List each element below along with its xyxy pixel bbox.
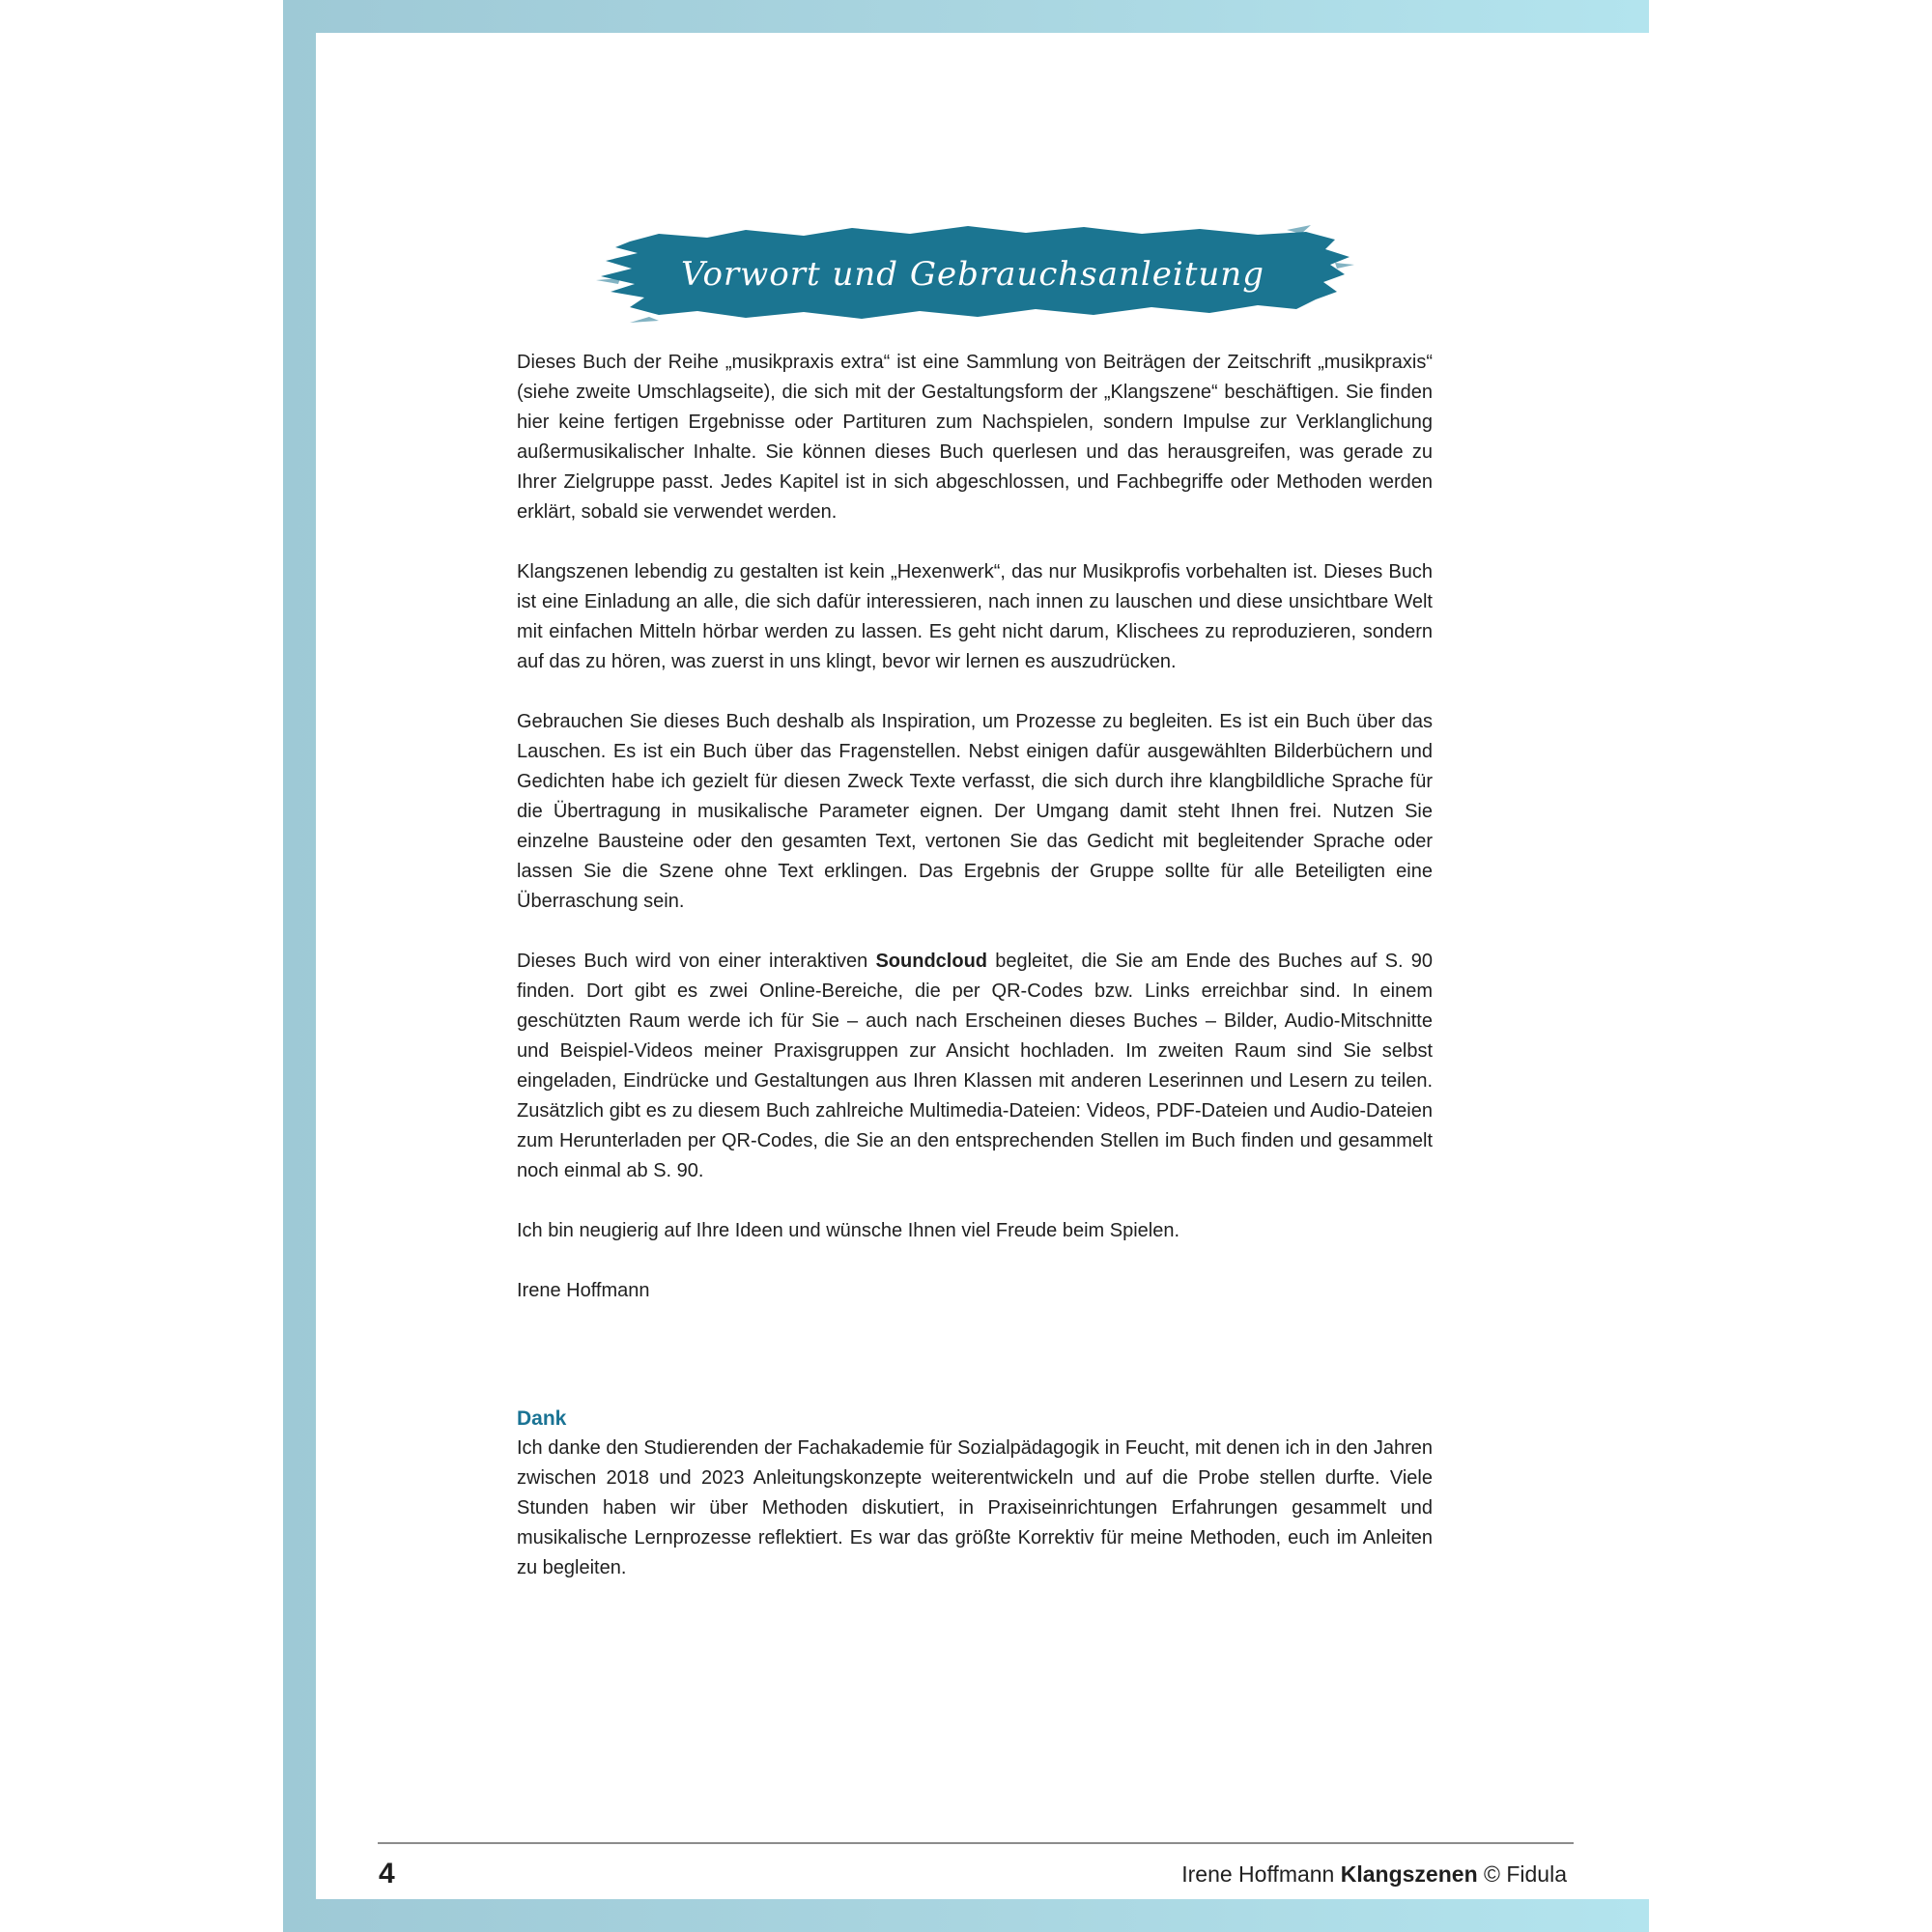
page-title: Vorwort und Gebrauchsanleitung xyxy=(681,255,1264,294)
title-banner xyxy=(591,220,1354,328)
author-signature: Irene Hoffmann xyxy=(517,1280,650,1301)
dank-heading: Dank xyxy=(517,1407,567,1430)
paragraph-soundcloud xyxy=(517,947,1433,1186)
dank-text: Ich danke den Studierenden der Fachakademie für Sozialpädagogik in Feucht, mit denen ich in den Jahren zwischen 2018 und 2023 Anleitungskonzepte weiterentwickeln und auf die Probe stellen durfte. Viele Stunden haben wir über Methoden diskutiert, in Praxiseinrichtungen Erfahrungen gesammelt und musikalische Lernprozesse reflektiert. Es war das größte Korrektiv für meine Methoden, euch im Anleiten zu begleiten. xyxy=(517,1437,1433,1578)
foreword-body xyxy=(517,348,1433,1336)
paragraph-closing: Ich bin neugierig auf Ihre Ideen und wünsche Ihnen viel Freude beim Spielen. xyxy=(517,1220,1180,1241)
footer-publisher: © Fidula xyxy=(1484,1861,1567,1887)
footer-divider xyxy=(378,1842,1574,1844)
paragraph-gebrauch: Gebrauchen Sie dieses Buch deshalb als Inspiration, um Prozesse zu begleiten. Es ist ein Buch über das Lauschen. Es ist ein Buch über das Fragenstellen. Nebst einigen dafür ausgewählten Bilderbüchern und Gedichten habe ich gezielt für diesen Zweck Texte verfasst, die sich durch ihre klangbildliche Sprache für die Übertragung in musikalische Parameter eignen. Der Umgang damit steht Ihnen frei. Nutzen Sie einzelne Bausteine oder den gesamten Text, vertonen Sie das Gedicht mit begleitender Sprache oder lassen Sie die Szene ohne Text erklingen. Das Ergebnis der Gruppe sollte für alle Beteiligten eine Überraschung sein. xyxy=(517,711,1433,912)
page-number: 4 xyxy=(379,1858,395,1889)
footer-book-title: Klangszenen xyxy=(1340,1861,1478,1887)
soundcloud-text-before: Dieses Buch wird von einer interaktiven xyxy=(517,951,876,972)
footer-author: Irene Hoffmann xyxy=(1181,1861,1335,1887)
paragraph-intro: Dieses Buch der Reihe „musikpraxis extra“ ist eine Sammlung von Beiträgen der Zeitschrift „musikpraxis“ (siehe zweite Umschlagseite), die sich mit der Gestaltungsform der „Klangszene“ beschäftigen. Sie finden hier keine fertigen Ergebnisse oder Partituren zum Nachspielen, sondern Impulse zur Verklanglichung außermusikalischer Inhalte. Sie können dieses Buch querlesen und das herausgreifen, was gerade zu Ihrer Zielgruppe passt. Jedes Kapitel ist in sich abgeschlossen, und Fachbegriffe oder Methoden werden erklärt, sobald sie verwendet werden. xyxy=(517,352,1433,523)
soundcloud-text-after: begleitet, die Sie am Ende des Buches auf S. 90 finden. Dort gibt es zwei Online-Bereiche, die per QR-Codes bzw. Links erreichbar sind. In einem geschützten Raum werde ich für Sie – auch nach Erscheinen dieses Buches – Bilder, Audio-Mitschnitte und Beispiel-Videos meiner Praxisgruppen zur Ansicht hochladen. Im zweiten Raum sind Sie selbst eingeladen, Eindrücke und Gestaltungen aus Ihren Klassen mit anderen Leserinnen und Lesern zu teilen. Zusätzlich gibt es zu diesem Buch zahlreiche Multimedia-Dateien: Videos, PDF-Dateien und Audio-Dateien zum Herunterladen per QR-Codes, die Sie an den entsprechenden Stellen im Buch finden und gesammelt noch einmal ab S. 90. xyxy=(517,951,1433,1181)
paragraph-klangszenen: Klangszenen lebendig zu gestalten ist kein „Hexenwerk“, das nur Musikprofis vorbehalten ist. Dieses Buch ist eine Einladung an alle, die sich dafür interessieren, nach innen zu lauschen und diese unsichtbare Welt mit einfachen Mitteln hörbar werden zu lassen. Es geht nicht darum, Klischees zu reproduzieren, sondern auf das zu hören, was zuerst in uns klingt, bevor wir lernen es auszudrücken. xyxy=(517,561,1433,672)
soundcloud-keyword: Soundcloud xyxy=(875,951,988,972)
footer-credit xyxy=(1181,1857,1567,1891)
